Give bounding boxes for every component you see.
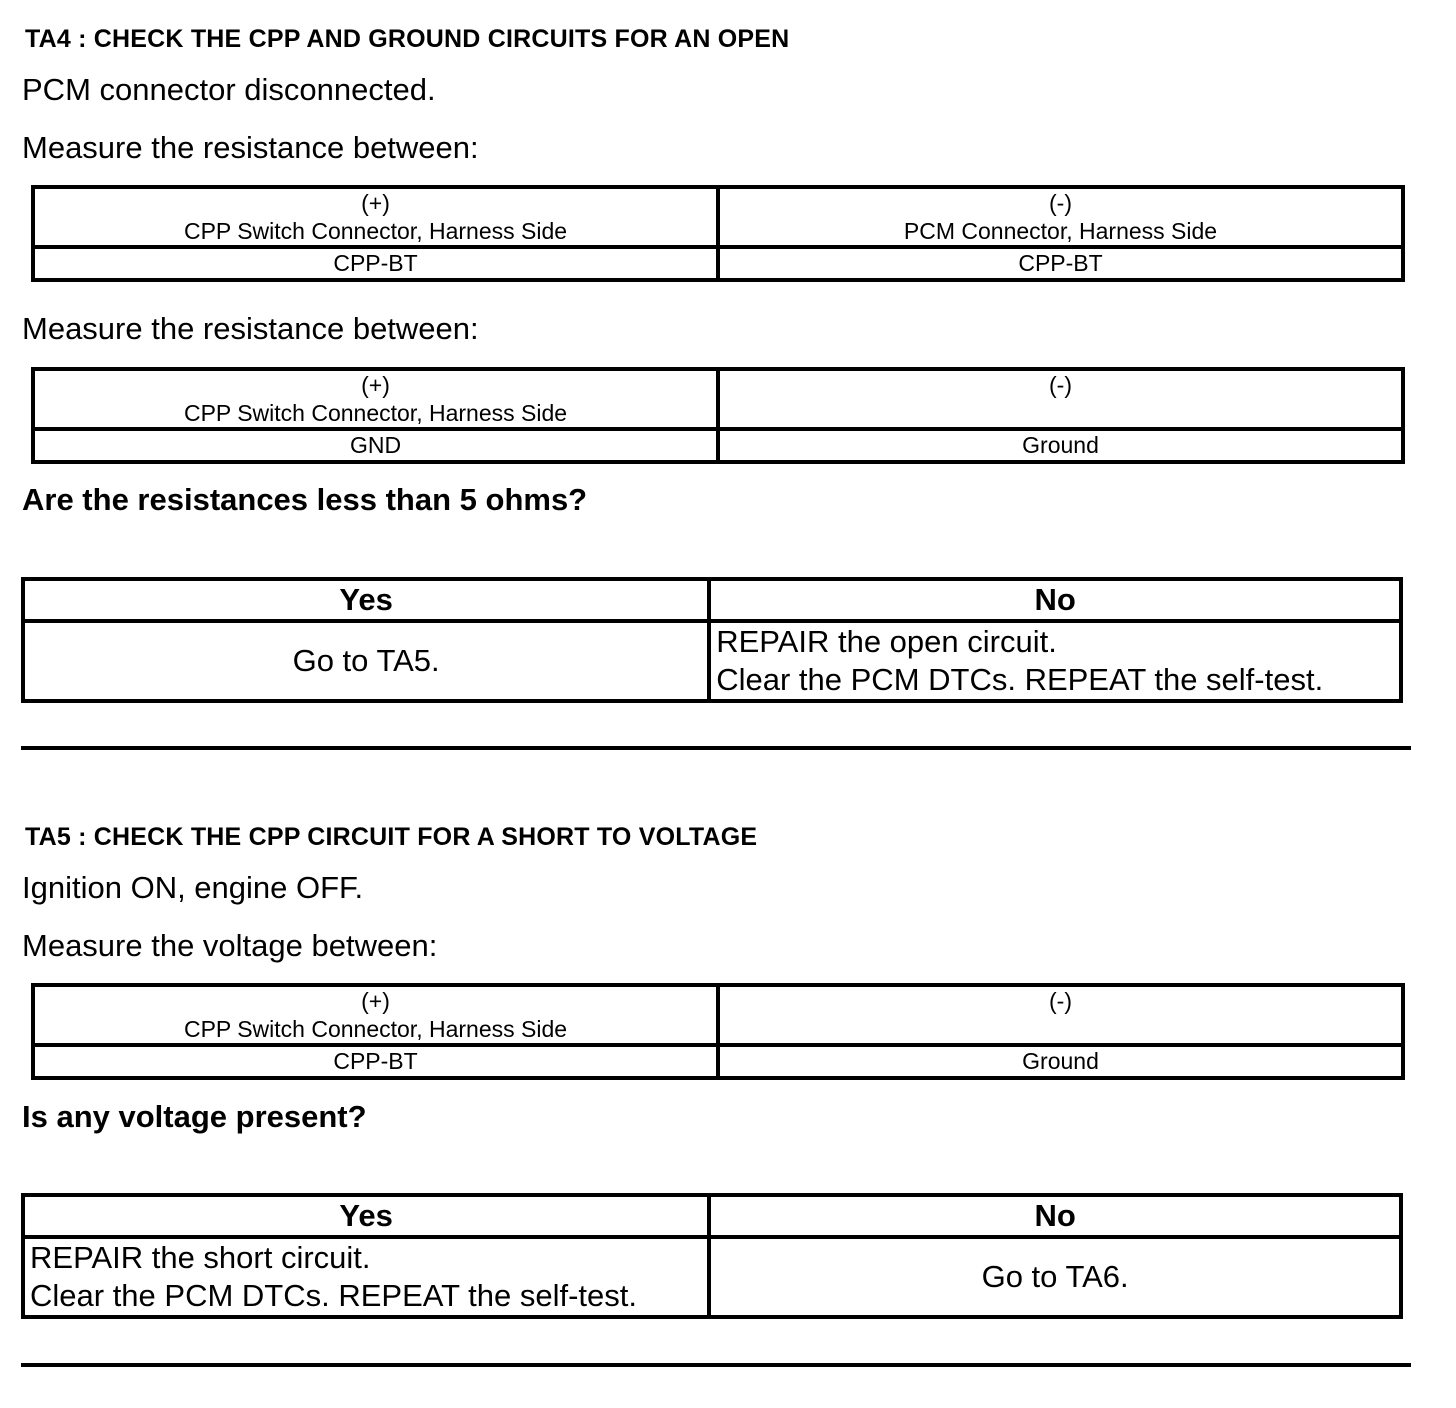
positive-connector-label: CPP Switch Connector, Harness Side [183, 218, 568, 244]
negative-probe-header [718, 369, 1403, 429]
negative-connector-label: PCM Connector, Harness Side [903, 218, 1218, 244]
ta4-resistance-table-2 [31, 367, 1405, 464]
no-action-line-1: REPAIR the open circuit. [716, 624, 1057, 659]
negative-pin-value: Ground [718, 1045, 1403, 1078]
negative-pin-value: CPP-BT [718, 247, 1403, 280]
negative-symbol: (-) [1049, 988, 1072, 1014]
ta4-condition: PCM connector disconnected. [22, 72, 436, 107]
no-action: Go to TA6. [709, 1237, 1401, 1317]
negative-probe-header [718, 187, 1403, 247]
ta5-title: TA5 : CHECK THE CPP CIRCUIT FOR A SHORT TO VOLTAGE [25, 823, 758, 851]
section-divider [21, 1363, 1411, 1367]
positive-symbol: (+) [361, 190, 390, 216]
positive-symbol: (+) [361, 988, 390, 1014]
positive-probe-header [33, 369, 718, 429]
positive-pin-value: CPP-BT [33, 247, 718, 280]
yes-header: Yes [23, 1195, 709, 1237]
positive-probe-header [33, 187, 718, 247]
positive-pin-value: GND [33, 429, 718, 462]
ta4-question: Are the resistances less than 5 ohms? [22, 482, 588, 517]
positive-probe-header [33, 985, 718, 1045]
yes-action: Go to TA5. [23, 621, 709, 701]
negative-probe-header [718, 985, 1403, 1045]
section-divider [21, 746, 1411, 750]
yes-header: Yes [23, 579, 709, 621]
yes-action-line-2: Clear the PCM DTCs. REPEAT the self-test. [30, 1278, 637, 1313]
positive-pin-value: CPP-BT [33, 1045, 718, 1078]
ta5-measure-label: Measure the voltage between: [22, 928, 438, 963]
no-action-line-2: Clear the PCM DTCs. REPEAT the self-test. [716, 662, 1324, 697]
ta4-measure2-label: Measure the resistance between: [22, 311, 479, 346]
positive-symbol: (+) [361, 372, 390, 398]
ta4-decision-table [21, 577, 1403, 703]
no-action [709, 621, 1401, 701]
positive-connector-label: CPP Switch Connector, Harness Side [183, 1016, 568, 1042]
ta4-title: TA4 : CHECK THE CPP AND GROUND CIRCUITS FOR AN OPEN [25, 25, 790, 53]
ta4-measure1-label: Measure the resistance between: [22, 130, 479, 165]
negative-symbol: (-) [1049, 190, 1072, 216]
negative-pin-value: Ground [718, 429, 1403, 462]
yes-action [23, 1237, 709, 1317]
ta5-decision-table [21, 1193, 1403, 1319]
negative-symbol: (-) [1049, 372, 1072, 398]
ta5-question: Is any voltage present? [22, 1099, 367, 1134]
ta4-resistance-table-1 [31, 185, 1405, 282]
ta5-voltage-table [31, 983, 1405, 1080]
ta5-condition: Ignition ON, engine OFF. [22, 870, 364, 905]
no-header: No [709, 1195, 1401, 1237]
yes-action-line-1: REPAIR the short circuit. [30, 1240, 371, 1275]
no-header: No [709, 579, 1401, 621]
positive-connector-label: CPP Switch Connector, Harness Side [183, 400, 568, 426]
